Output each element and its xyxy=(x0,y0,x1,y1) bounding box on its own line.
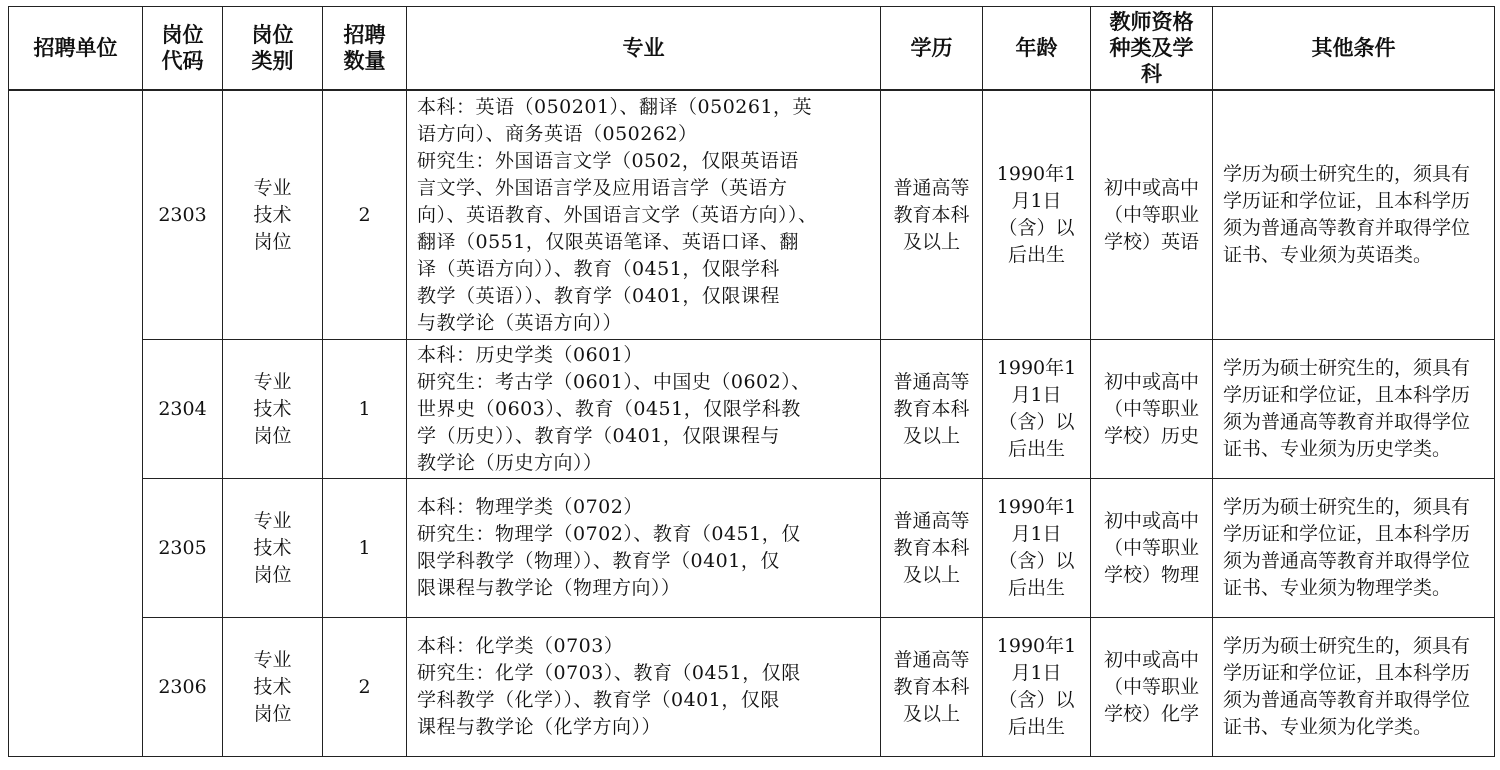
category-cell xyxy=(223,479,323,618)
category-text: 专业技术岗位 xyxy=(253,370,292,447)
age-text: 1990年1月1日（含）以后出生 xyxy=(996,496,1077,599)
education-text: 普通高等教育本科及以上 xyxy=(893,176,970,253)
other-text: 学历为硕士研究生的，须具有学历证和学位证，且本科学历须为普通高等教育并取得学位证书、专业须为英语类。 xyxy=(1223,163,1471,266)
header-row xyxy=(9,7,1495,91)
other-text: 学历为硕士研究生的，须具有学历证和学位证，且本科学历须为普通高等教育并取得学位证书、专业须为化学类。 xyxy=(1223,635,1471,738)
category-text: 专业技术岗位 xyxy=(253,648,292,725)
age-cell xyxy=(983,618,1091,757)
count-cell: 2 xyxy=(323,90,407,340)
category-cell xyxy=(223,340,323,479)
header-qualification-text: 教师资格种类及学科 xyxy=(1109,10,1194,86)
education-cell xyxy=(881,340,983,479)
major-line: 研究生：外国语言文学（0502，仅限英语语 xyxy=(417,149,799,172)
major-line: 翻译（0551，仅限英语笔译、英语口译、翻 xyxy=(417,230,799,253)
header-major: 专业 xyxy=(407,7,881,91)
header-code-text: 岗位代码 xyxy=(161,23,204,73)
table-row xyxy=(9,618,1495,757)
qualification-text: 初中或高中（中等职业学校）历史 xyxy=(1103,370,1199,447)
major-line: 研究生：物理学（0702）、教育（0451，仅 xyxy=(417,523,801,545)
count-cell: 1 xyxy=(323,479,407,618)
other-cell xyxy=(1213,479,1495,618)
major-line: 教学（英语））、教育学（0401，仅限课程 xyxy=(417,284,780,307)
major-line: 限课程与教学论（物理方向）） xyxy=(417,577,681,599)
qualification-text: 初中或高中（中等职业学校）物理 xyxy=(1103,509,1199,586)
age-cell xyxy=(983,340,1091,479)
education-text: 普通高等教育本科及以上 xyxy=(893,648,970,725)
other-text: 学历为硕士研究生的，须具有学历证和学位证，且本科学历须为普通高等教育并取得学位证书、专业须为物理学类。 xyxy=(1223,496,1471,599)
category-text: 专业技术岗位 xyxy=(253,509,292,586)
age-text: 1990年1月1日（含）以后出生 xyxy=(996,163,1077,266)
header-count xyxy=(323,7,407,91)
header-code xyxy=(143,7,223,91)
major-line: 本科：历史学类（0601） xyxy=(417,343,643,366)
major-cell xyxy=(407,340,881,479)
recruitment-table xyxy=(8,6,1495,757)
major-line: 学（历史））、教育学（0401，仅限课程与 xyxy=(417,424,780,447)
qualification-cell xyxy=(1091,90,1213,340)
header-education: 学历 xyxy=(881,7,983,91)
education-cell xyxy=(881,90,983,340)
age-cell xyxy=(983,90,1091,340)
count-cell: 2 xyxy=(323,618,407,757)
major-line: 限学科教学（物理））、教育学（0401，仅 xyxy=(417,550,780,572)
education-text: 普通高等教育本科及以上 xyxy=(893,370,970,447)
major-line: 本科：英语（050201）、翻译（050261，英 xyxy=(417,95,813,118)
qualification-text: 初中或高中（中等职业学校）英语 xyxy=(1103,176,1199,253)
major-line: 研究生：化学（0703）、教育（0451，仅限 xyxy=(417,662,801,684)
header-count-text: 招聘数量 xyxy=(343,23,386,73)
table-row xyxy=(9,340,1495,479)
other-cell xyxy=(1213,90,1495,340)
code-cell: 2305 xyxy=(143,479,223,618)
major-line: 本科：化学类（0703） xyxy=(417,635,624,657)
education-cell xyxy=(881,618,983,757)
count-cell: 1 xyxy=(323,340,407,479)
major-line: 与教学论（英语方向）） xyxy=(417,311,623,334)
header-category xyxy=(223,7,323,91)
major-line: 译（英语方向））、教育（0451，仅限学科 xyxy=(417,257,780,280)
major-line: 本科：物理学类（0702） xyxy=(417,496,643,518)
age-cell xyxy=(983,479,1091,618)
age-text: 1990年1月1日（含）以后出生 xyxy=(996,357,1077,460)
major-cell xyxy=(407,618,881,757)
major-line: 语方向）、商务英语（050262） xyxy=(417,122,698,145)
major-line: 世界史（0603）、教育（0451，仅限学科教 xyxy=(417,397,801,420)
major-line: 研究生：考古学（0601）、中国史（0602）、 xyxy=(417,370,811,393)
qualification-cell xyxy=(1091,618,1213,757)
code-cell: 2304 xyxy=(143,340,223,479)
major-line: 课程与教学论（化学方向）） xyxy=(417,716,662,738)
unit-cell xyxy=(9,90,143,757)
header-other: 其他条件 xyxy=(1213,7,1495,91)
header-unit: 招聘单位 xyxy=(9,7,143,91)
major-line: 向）、英语教育、外国语言文学（英语方向））、 xyxy=(417,203,818,226)
major-line: 学科教学（化学））、教育学（0401，仅限 xyxy=(417,689,780,711)
major-cell xyxy=(407,479,881,618)
qualification-cell xyxy=(1091,340,1213,479)
table-row xyxy=(9,90,1495,340)
qualification-cell xyxy=(1091,479,1213,618)
education-cell xyxy=(881,479,983,618)
other-cell xyxy=(1213,618,1495,757)
header-category-text: 岗位类别 xyxy=(251,23,294,73)
age-text: 1990年1月1日（含）以后出生 xyxy=(996,635,1077,738)
code-cell: 2303 xyxy=(143,90,223,340)
other-text: 学历为硕士研究生的，须具有学历证和学位证，且本科学历须为普通高等教育并取得学位证书、专业须为历史学类。 xyxy=(1223,357,1471,460)
education-text: 普通高等教育本科及以上 xyxy=(893,509,970,586)
table-row xyxy=(9,479,1495,618)
code-cell: 2306 xyxy=(143,618,223,757)
major-line: 言文学、外国语言学及应用语言学（英语方 xyxy=(417,176,788,199)
header-qualification xyxy=(1091,7,1213,91)
category-cell xyxy=(223,618,323,757)
header-age: 年龄 xyxy=(983,7,1091,91)
category-text: 专业技术岗位 xyxy=(253,176,292,253)
other-cell xyxy=(1213,340,1495,479)
qualification-text: 初中或高中（中等职业学校）化学 xyxy=(1103,648,1199,725)
major-cell xyxy=(407,90,881,340)
category-cell xyxy=(223,90,323,340)
major-line: 教学论（历史方向）） xyxy=(417,451,603,474)
